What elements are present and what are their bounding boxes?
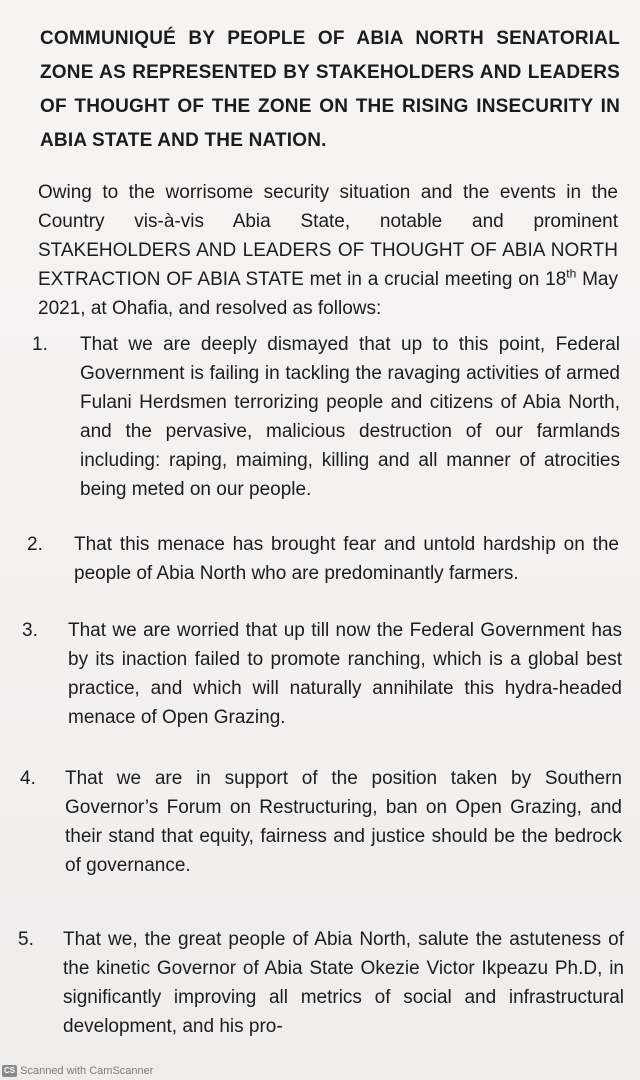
item-text: That we are deeply dismayed that up to this point, Federal Government is failing in tackling the ravaging activities of armed Fulani Herdsmen terrorizing people and citizens of Abia North, and the pervasive, malicious destruction of our farmlands including: raping, maiming, killing and all manner of atrocities being meted on our people. [80,334,620,500]
intro-text: Owing to the worrisome security situation and the events in the Country vis-à-vis Abia State, notable and prominent STAKEHOLDERS AND LEADERS OF THOUGHT OF ABIA NORTH EXTRACTION OF ABIA STATE met in a crucial meeting on 18 [38,182,618,290]
item-text: That we, the great people of Abia North, salute the astuteness of the kinetic Governor of Abia State Okezie Victor Ikpeazu Ph.D, in significantly improving all metrics of social and infrastructural development, and his pro- [63,929,624,1037]
item-number: 1. [32,334,48,355]
item-number: 2. [27,534,43,555]
item-text: That we are worried that up till now the Federal Government has by its inaction failed to promote ranching, which is a global best practice, and which will naturally annihilate this hydra-headed menace of Open Grazing. [68,620,622,728]
date-superscript: th [566,266,577,281]
scanner-watermark [2,1065,153,1077]
intro-text-end: May 2021, at Ohafia, and resolved as follows: [38,269,618,319]
intro-paragraph [38,178,618,323]
item-number: 4. [20,768,36,789]
camscanner-logo-icon: CS [4,1066,16,1075]
item-number: 5. [18,929,34,950]
watermark-text: Scanned with CamScanner [20,1065,154,1077]
item-number: 3. [22,620,38,641]
document-title: COMMUNIQUÉ BY PEOPLE OF ABIA NORTH SENATORIAL ZONE AS REPRESENTED BY STAKEHOLDERS AND LEADERS OF THOUGHT OF THE ZONE ON THE RISING INSECURITY IN ABIA STATE AND THE NATION. [40,28,620,151]
item-text: That this menace has brought fear and untold hardship on the people of Abia North who are predominantly farmers. [74,534,619,584]
item-text: That we are in support of the position taken by Southern Governor’s Forum on Restructuring, ban on Open Grazing, and their stand that equity, fairness and justice should be the bedrock of governance. [65,768,622,876]
